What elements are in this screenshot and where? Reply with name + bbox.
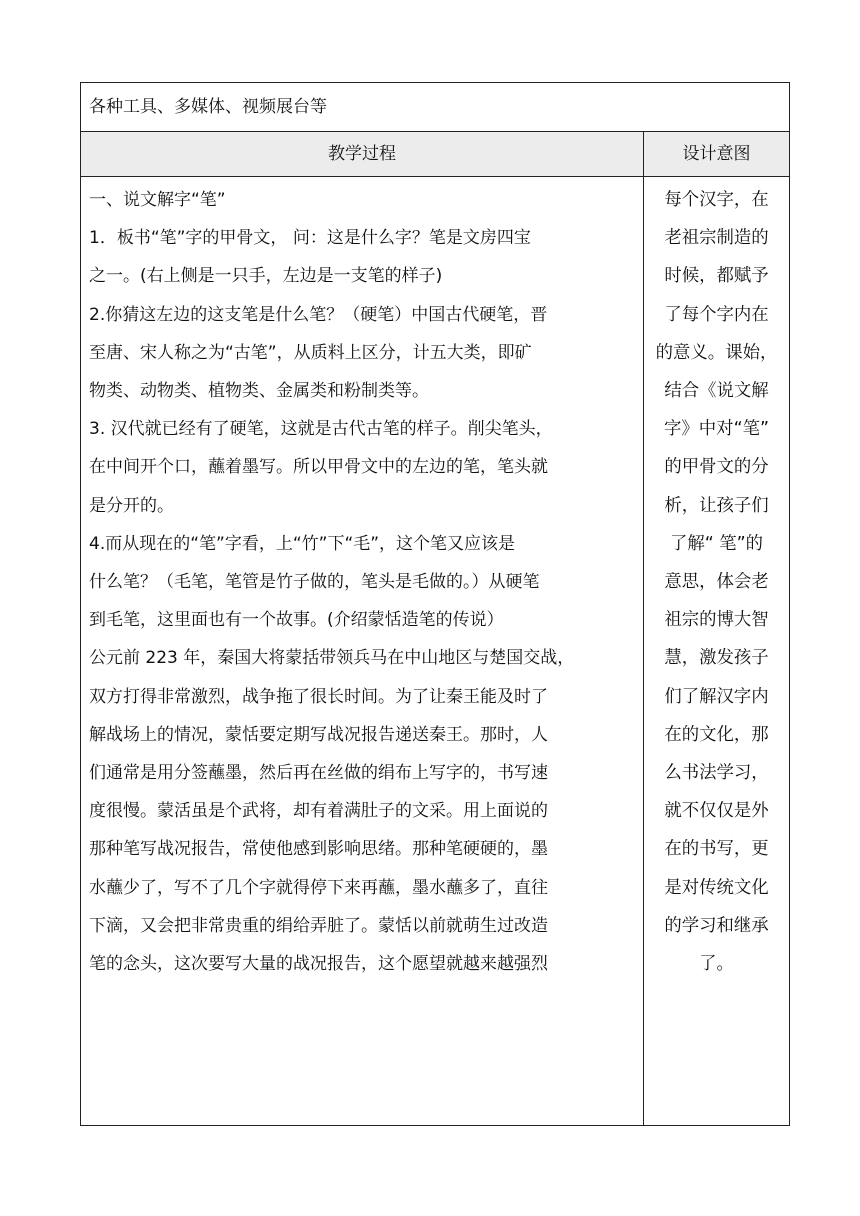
process-line: 解战场上的情况，蒙恬要定期写战况报告递送秦王。那时，人 xyxy=(89,724,548,745)
process-line: 们通常是用分签蘸墨，然后再在丝做的绢布上写字的，书写速 xyxy=(89,763,548,784)
process-line: 4.而从现在的“笔”字看，上“竹”下“毛”，这个笔又应该是 xyxy=(89,533,516,554)
process-line: 在中间开个口，蘸着墨写。所以甲骨文中的左边的笔，笔头就 xyxy=(89,457,548,478)
intent-text xyxy=(644,177,789,983)
process-line: 双方打得非常激烈，战争拖了很长时间。为了让秦王能及时了 xyxy=(89,686,548,707)
intent-line: 就不仅仅是外 xyxy=(664,801,769,822)
process-line: 1．板书“笔”字的甲骨文， 问：这是什么字？笔是文房四宝 xyxy=(89,228,531,249)
process-line: 度很慢。蒙活虽是个武将，却有着满肚子的文采。用上面说的 xyxy=(89,801,548,822)
content-row xyxy=(81,177,790,1126)
intent-line: 在的文化，那 xyxy=(664,724,769,745)
intent-line: 老祖宗制造的 xyxy=(664,228,769,249)
process-text xyxy=(81,177,643,983)
lesson-plan-table xyxy=(80,82,790,1126)
intent-line: 每个汉字，在 xyxy=(664,190,769,210)
intent-line: 析，让孩子们 xyxy=(664,495,769,516)
intent-line: 字》中对“笔” xyxy=(664,419,769,440)
intent-line: 在的书写，更 xyxy=(664,839,769,860)
process-line: 是分开的。 xyxy=(89,495,174,516)
header-row xyxy=(81,132,790,177)
intent-line: 了解“ 笔”的 xyxy=(669,533,764,554)
intent-line: 意思，体会老 xyxy=(664,572,769,593)
process-line: 3. 汉代就已经有了硬笔，这就是古代古笔的样子。削尖笔头， xyxy=(89,419,553,440)
intent-cell xyxy=(644,177,790,1126)
intent-line: 的学习和继承 xyxy=(664,915,769,936)
process-line: 之一。(右上侧是一只手，左边是一支笔的样子) xyxy=(89,266,443,287)
intent-line: 了每个字内在 xyxy=(664,304,769,325)
header-process-cell xyxy=(81,132,644,177)
intent-line: 是对传统文化 xyxy=(664,877,769,898)
header-intent: 设计意图 xyxy=(682,144,751,164)
process-line: 什么笔？（毛笔，笔管是竹子做的，笔头是毛做的。）从硬笔 xyxy=(89,572,540,593)
header-intent-cell xyxy=(644,132,790,177)
intent-line: 祖宗的博大智 xyxy=(664,610,769,631)
tools-row xyxy=(81,83,790,132)
tools-cell xyxy=(81,83,790,132)
process-line: 下滴，又会把非常贵重的绢给弄脏了。蒙恬以前就萌生过改造 xyxy=(89,915,548,936)
intent-line: 的意义。课始， xyxy=(655,342,778,363)
intent-line: 的甲骨文的分 xyxy=(664,457,769,478)
process-line: 物类、动物类、植物类、金属类和粉制类等。 xyxy=(89,381,429,402)
intent-line: 们了解汉字内 xyxy=(664,686,769,707)
header-process: 教学过程 xyxy=(328,144,396,164)
intent-line: 了。 xyxy=(699,954,734,975)
process-line: 一、说文解字“笔” xyxy=(89,190,226,210)
process-line: 笔的念头，这次要写大量的战况报告，这个愿望就越来越强烈 xyxy=(89,954,548,975)
intent-line: 结合《说文解 xyxy=(664,381,769,402)
intent-line: 时候，都赋予 xyxy=(664,266,769,287)
process-line: 水蘸少了，写不了几个字就得停下来再蘸，墨水蘸多了，直往 xyxy=(89,877,548,898)
intent-line: 慧，激发孩子 xyxy=(664,648,769,669)
process-line: 到毛笔，这里面也有一个故事。(介绍蒙恬造笔的传说） xyxy=(89,610,504,631)
process-line: 公元前 223 年，秦国大将蒙括带领兵马在中山地区与楚国交战， xyxy=(89,648,575,669)
tools-text: 各种工具、多媒体、视频展台等 xyxy=(89,97,327,117)
process-line: 那种笔写战况报告，常使他感到影响思绪。那种笔硬硬的，墨 xyxy=(89,839,548,860)
process-line: 至唐、宋人称之为“古笔”，从质料上区分，计五大类，即矿 xyxy=(89,342,532,363)
process-line: 2.你猜这左边的这支笔是什么笔？（硬笔）中国古代硬笔，晋 xyxy=(89,304,548,325)
process-cell xyxy=(81,177,644,1126)
intent-line: 么书法学习， xyxy=(664,763,769,784)
